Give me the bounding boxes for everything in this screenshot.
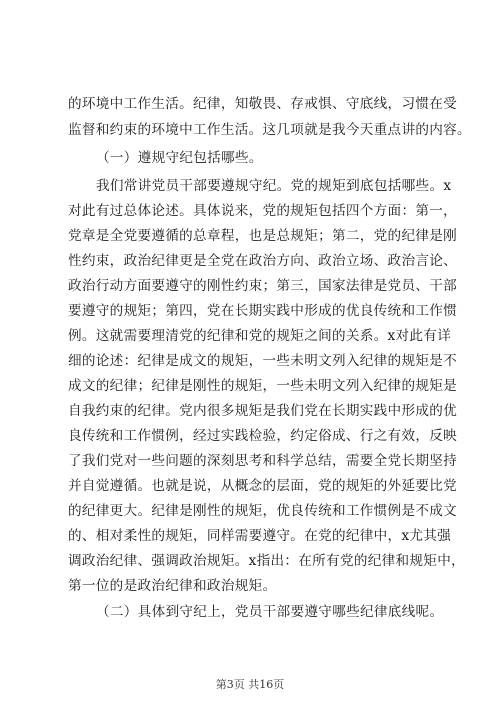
body-text-line: 了我们党对一些问题的深刻思考和科学总结，需要全党长期坚持 bbox=[68, 453, 458, 469]
body-text-line: 对此有过总体论述。具体说来，党的规矩包括四个方面：第一， bbox=[68, 203, 458, 219]
body-text-line: 细的论述：纪律是成文的规矩，一些未明文列入纪律的规矩是不 bbox=[68, 353, 458, 369]
body-text-line: 第一位的是政治纪律和政治规矩。 bbox=[68, 578, 277, 594]
section-heading: （一）遵规守纪包括哪些。 bbox=[96, 150, 263, 166]
body-text-line: 要遵守的规矩；第四，党在长期实践中形成的优良传统和工作惯 bbox=[68, 303, 458, 319]
section-heading: （二）具体到守纪上，党员干部要遵守哪些纪律底线呢。 bbox=[96, 604, 444, 620]
body-text-line: 良传统和工作惯例，经过实践检验，约定俗成、行之有效，反映 bbox=[68, 428, 458, 444]
body-text-line: 例。这就需要理清党的纪律和党的规矩之间的关系。x对此有详 bbox=[68, 328, 452, 344]
body-text-line: 自我约束的纪律。党内很多规矩是我们党在长期实践中形成的优 bbox=[68, 403, 458, 419]
body-text-line: 成文的纪律；纪律是刚性的规矩，一些未明文列入纪律的规矩是 bbox=[68, 378, 458, 394]
body-text-line: 政治行动方面要遵守的刚性约束；第三，国家法律是党员、干部 bbox=[68, 278, 458, 294]
body-text-line: 调政治纪律、强调政治规矩。x指出：在所有党的纪律和规矩中， bbox=[68, 553, 465, 569]
body-text-line: 性约束，政治纪律更是全党在政治方向、政治立场、政治言论、 bbox=[68, 253, 458, 269]
body-text-line: 党章是全党要遵循的总章程，也是总规矩；第二，党的纪律是刚 bbox=[68, 228, 458, 244]
body-text-line: 的、相对柔性的规矩，同样需要遵守。在党的纪律中，x尤其强 bbox=[68, 528, 452, 544]
body-text-line: 的环境中工作生活。纪律，知敬畏、存戒惧、守底线，习惯在受 bbox=[68, 96, 458, 112]
body-text-line: 并自觉遵循。也就是说，从概念的层面，党的规矩的外延要比党 bbox=[68, 478, 458, 494]
body-text-line: 我们常讲党员干部要遵规守纪。党的规矩到底包括哪些。x bbox=[96, 178, 452, 194]
body-text-line: 监督和约束的环境中工作生活。这几项就是我今天重点讲的内容。 bbox=[68, 122, 471, 138]
page-footer: 第3页 共16页 bbox=[215, 678, 285, 691]
body-text-line: 的纪律更大。纪律是刚性的规矩，优良传统和工作惯例是不成文 bbox=[68, 503, 458, 519]
